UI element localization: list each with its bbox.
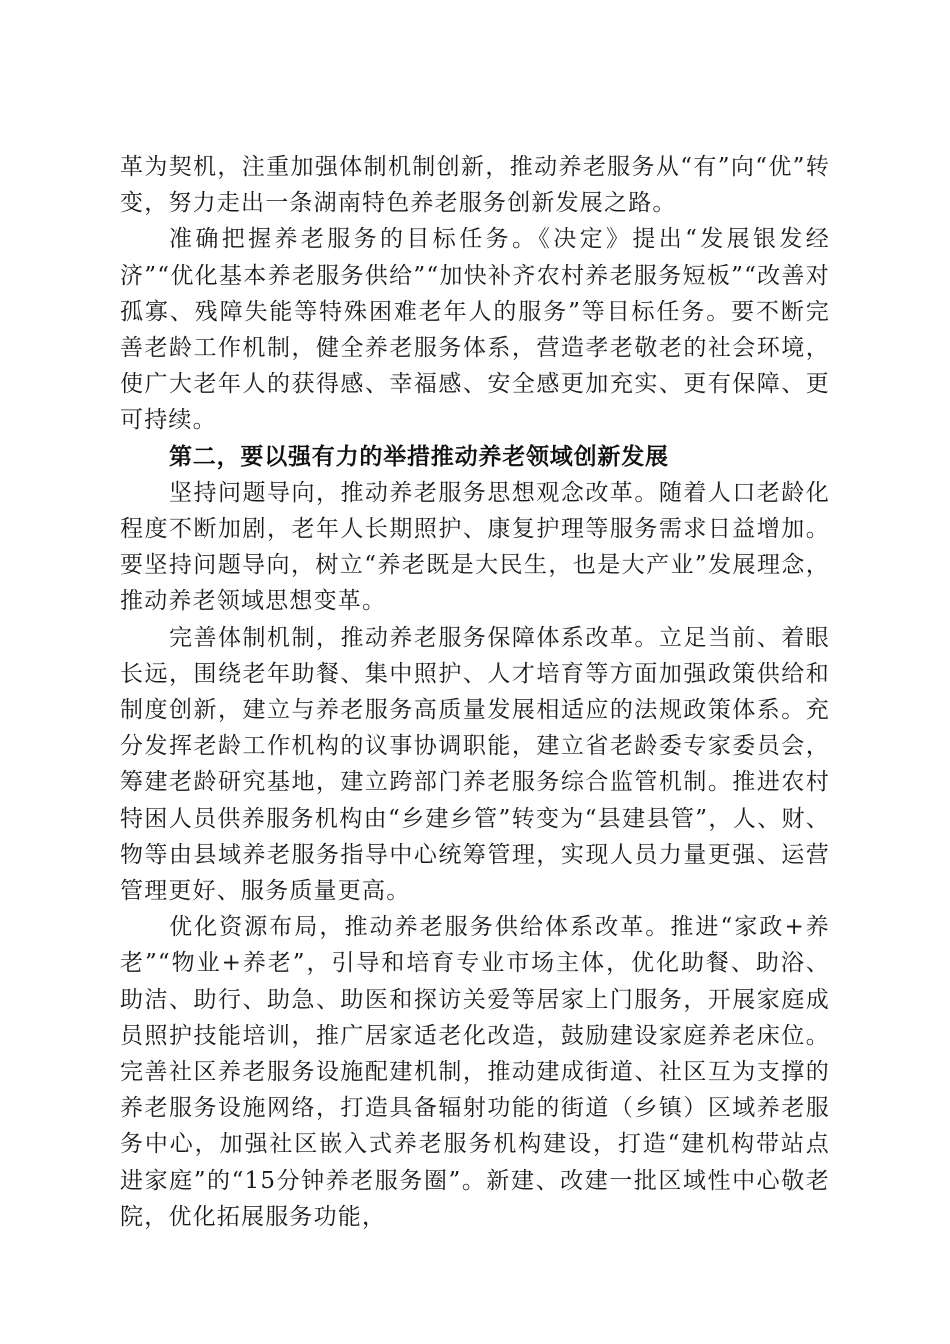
section-heading: 第二，要以强有力的举措推动养老领域创新发展	[169, 443, 669, 470]
paragraph-problem-oriented: 坚持问题导向，推动养老服务思想观念改革。随着人口老龄化程度不断加剧，老年人长期照护、康复护理等服务需求日益增加。要坚持问题导向，树立“养老既是大民生，也是大产业”发展理念，推动养老领域思想变革。	[120, 479, 830, 615]
paragraph-continuation: 革为契机，注重加强体制机制创新，推动养老服务从“有”向“优”转变，努力走出一条湖南特色养老服务创新发展之路。	[120, 154, 830, 217]
document-page	[120, 149, 830, 1235]
paragraph-goals: 准确把握养老服务的目标任务。《决定》提出“发展银发经济”“优化基本养老服务供给”“加快补齐农村养老服务短板”“改善对孤寡、残障失能等特殊困难老年人的服务”等目标任务。要不断完善老龄工作机制，健全养老服务体系，营造孝老敬老的社会环境，使广大老年人的获得感、幸福感、安全感更加充实、更有保障、更可持续。	[120, 226, 830, 434]
paragraph-resources: 优化资源布局，推动养老服务供给体系改革。推进“家政+养老”“物业+养老”，引导和培育专业市场主体，优化助餐、助浴、助洁、助行、助急、助医和探访关爱等居家上门服务，开展家庭成员照护技能培训，推广居家适老化改造，鼓励建设家庭养老床位。完善社区养老服务设施配建机制，推动建成街道、社区互为支撑的养老服务设施网络，打造具备辐射功能的街道（乡镇）区域养老服务中心，加强社区嵌入式养老服务机构建设，打造“建机构带站点进家庭”的“15分钟养老服务圈”。新建、改建一批区域性中心敬老院，优化拓展服务功能，	[120, 914, 830, 1230]
paragraph-institutional: 完善体制机制，推动养老服务保障体系改革。立足当前、着眼长远，围绕老年助餐、集中照护、人才培育等方面加强政策供给和制度创新，建立与养老服务高质量发展相适应的法规政策体系。充分发挥老龄工作机构的议事协调职能，建立省老龄委专家委员会，筹建老龄研究基地，建立跨部门养老服务综合监管机制。推进农村特困人员供养服务机构由“乡建乡管”转变为“县建县管”，人、财、物等由县域养老服务指导中心统筹管理，实现人员力量更强、运营管理更好、服务质量更高。	[120, 624, 830, 905]
